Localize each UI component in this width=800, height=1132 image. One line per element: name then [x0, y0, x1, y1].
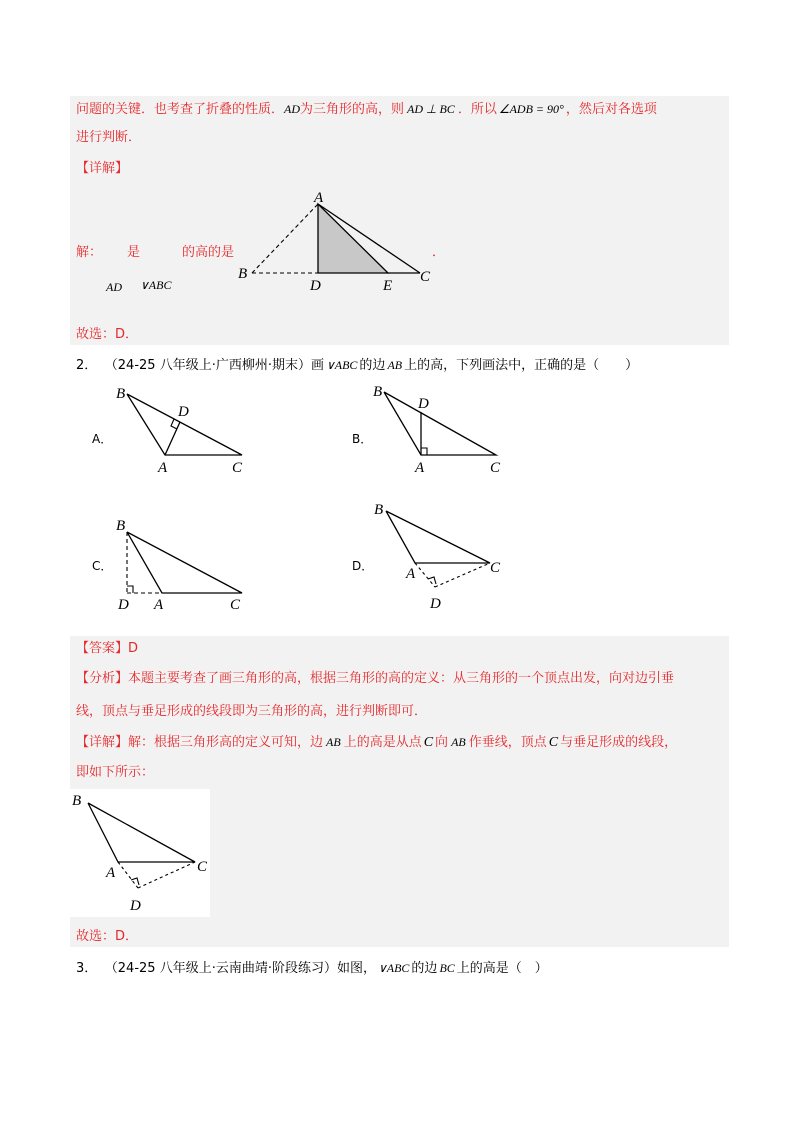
svg-text:B: B — [72, 793, 82, 809]
detail-line-a: 【详解】解：根据三角形高的定义可知，边 AB 上的高是从点 C 向 AB 作垂线，顶点 C 与垂足形成的线段， — [76, 735, 678, 750]
choice-2: 故选：D． — [76, 929, 139, 944]
option-d-figure[interactable] — [368, 496, 518, 616]
solve-ad: AD — [106, 280, 122, 294]
svg-text:D: D — [118, 597, 129, 613]
solve-abc: ∨ABC — [140, 278, 172, 292]
option-c-figure[interactable] — [112, 510, 262, 615]
solve-dot: ． — [432, 245, 446, 260]
svg-text:C: C — [490, 460, 501, 476]
analysis-line-a: 【分析】本题主要考查了画三角形的高，根据三角形的高的定义：从三角形的一个顶点出发，向对边引垂 — [76, 671, 675, 686]
point-label-E: E — [383, 278, 393, 294]
svg-text:A: A — [154, 597, 164, 613]
svg-text:D: D — [430, 596, 441, 612]
figure-fold-triangle — [230, 186, 440, 296]
option-c-label[interactable]: C． — [92, 559, 113, 573]
point-label-B: B — [238, 266, 248, 282]
option-d-label[interactable]: D． — [352, 559, 374, 573]
svg-text:B: B — [373, 384, 383, 400]
option-a-figure[interactable] — [112, 378, 262, 478]
svg-text:C: C — [230, 597, 241, 613]
svg-text:D: D — [130, 898, 141, 914]
option-b-figure[interactable] — [368, 378, 518, 478]
analysis-line-1: 问题的关键．也考查了折叠的性质．AD为三角形的高，则 AD ⊥ BC ．所以 ∠ADB = 90° ，然后对各选项 — [76, 102, 657, 117]
svg-text:C: C — [490, 560, 501, 576]
svg-text:B: B — [116, 386, 126, 402]
analysis-line-b: 线，顶点与垂足形成的线段即为三角形的高，进行判断即可． — [76, 704, 428, 719]
solve-gao: 的高的是 — [182, 245, 235, 260]
analysis-line-2: 进行判断． — [76, 130, 142, 145]
point-label-D: D — [310, 278, 321, 294]
solve-label: 解： — [76, 245, 103, 260]
option-b-label[interactable]: B． — [352, 432, 373, 446]
svg-text:B: B — [116, 518, 126, 534]
point-label-C: C — [420, 269, 431, 285]
svg-text:C: C — [232, 460, 243, 476]
svg-text:D: D — [418, 396, 429, 412]
answer-figure — [70, 789, 210, 917]
question-2-stem: 2． （24-25 八年级上·广西柳州·期末）画 ∨ABC 的边 AB 上的高，下列画法中，正确的是（ ） — [76, 358, 639, 373]
svg-text:C: C — [197, 859, 208, 875]
point-label-A: A — [314, 190, 324, 206]
svg-text:A: A — [415, 460, 425, 476]
svg-text:A: A — [106, 865, 116, 881]
option-a-label[interactable]: A． — [92, 432, 113, 446]
question-3-stem: 3． （24-25 八年级上·云南曲靖·阶段练习）如图， ∨ABC 的边 BC 上的高是（ ） — [76, 961, 548, 976]
svg-text:B: B — [374, 502, 384, 518]
svg-text:A: A — [158, 460, 168, 476]
detail-tag: 【详解】 — [76, 161, 129, 176]
svg-text:A: A — [406, 566, 416, 582]
detail-line-b: 即如下所示： — [76, 765, 155, 780]
solve-shi: 是 — [127, 245, 141, 260]
svg-text:D: D — [178, 404, 189, 420]
choice-1: 故选：D． — [76, 327, 139, 342]
answer-tag: 【答案】D — [76, 641, 139, 656]
